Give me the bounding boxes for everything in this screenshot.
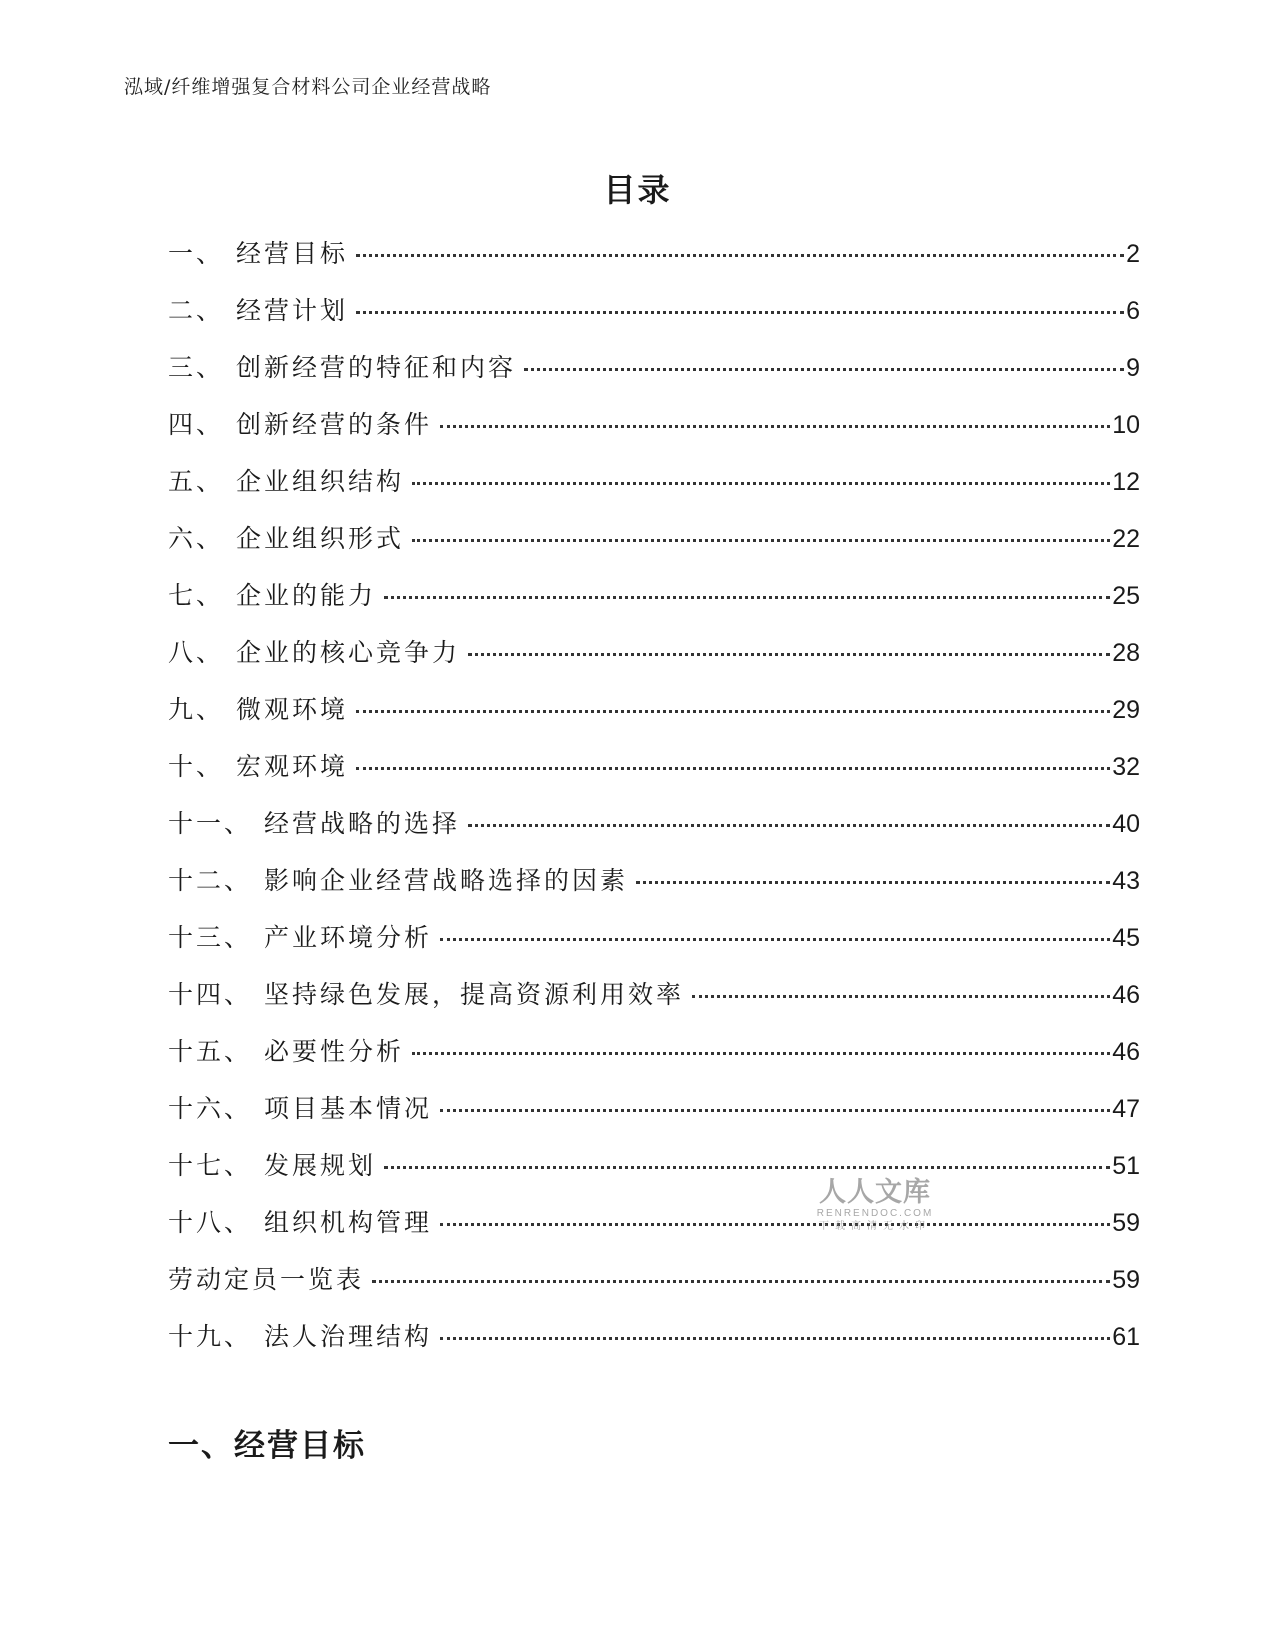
toc-entry-page: 22 bbox=[1112, 525, 1140, 553]
toc-entry-label: 产业环境分析 bbox=[264, 923, 433, 952]
toc-entry-number: 四、 bbox=[168, 410, 225, 439]
toc-entry-label: 企业组织结构 bbox=[236, 467, 405, 496]
toc-entry[interactable] bbox=[168, 348, 1140, 405]
toc-entry-label: 发展规划 bbox=[264, 1151, 377, 1180]
toc-leader-dots bbox=[440, 938, 1110, 941]
toc-entry-label: 影响企业经营战略选择的因素 bbox=[264, 866, 629, 895]
toc-leader-dots bbox=[356, 710, 1110, 713]
toc-entry[interactable] bbox=[168, 690, 1140, 747]
toc-leader-dots bbox=[440, 425, 1110, 428]
toc-entry[interactable] bbox=[168, 918, 1140, 975]
toc-entry[interactable] bbox=[168, 804, 1140, 861]
toc-entry-number: 九、 bbox=[168, 695, 225, 724]
toc-entry[interactable] bbox=[168, 747, 1140, 804]
toc-entry-label: 经营战略的选择 bbox=[264, 809, 461, 838]
toc-entry-label: 必要性分析 bbox=[264, 1037, 405, 1066]
toc-entry-number: 十三、 bbox=[168, 923, 253, 952]
toc-leader-dots bbox=[356, 311, 1124, 314]
toc-entry-number: 十二、 bbox=[168, 866, 253, 895]
toc-leader-dots bbox=[356, 254, 1124, 257]
toc-leader-dots bbox=[412, 1052, 1110, 1055]
toc-leader-dots bbox=[524, 368, 1124, 371]
toc-entry-number: 十九、 bbox=[168, 1322, 253, 1351]
toc-entry-label: 组织机构管理 bbox=[264, 1208, 433, 1237]
toc-entry-number: 七、 bbox=[168, 581, 225, 610]
toc-entry-number: 十四、 bbox=[168, 980, 253, 1009]
table-of-contents bbox=[168, 234, 1140, 1374]
toc-entry-label: 企业的核心竞争力 bbox=[236, 638, 461, 667]
toc-entry-label: 企业组织形式 bbox=[236, 524, 405, 553]
toc-leader-dots bbox=[636, 881, 1110, 884]
toc-entry-page: 45 bbox=[1112, 924, 1140, 952]
toc-entry-number: 十一、 bbox=[168, 809, 253, 838]
toc-entry-number: 六、 bbox=[168, 524, 225, 553]
toc-entry[interactable] bbox=[168, 519, 1140, 576]
toc-entry[interactable] bbox=[168, 462, 1140, 519]
toc-entry-label: 企业的能力 bbox=[236, 581, 377, 610]
toc-entry-label: 法人治理结构 bbox=[264, 1322, 433, 1351]
toc-entry-page: 2 bbox=[1126, 240, 1140, 268]
toc-leader-dots bbox=[384, 1166, 1110, 1169]
toc-leader-dots bbox=[440, 1109, 1110, 1112]
toc-entry-number: 三、 bbox=[168, 353, 225, 382]
toc-entry-label: 经营计划 bbox=[236, 296, 349, 325]
toc-entry-number: 十、 bbox=[168, 752, 225, 781]
toc-entry[interactable] bbox=[168, 975, 1140, 1032]
toc-leader-dots bbox=[384, 596, 1110, 599]
toc-entry-page: 46 bbox=[1112, 1038, 1140, 1066]
toc-entry-label: 创新经营的条件 bbox=[236, 410, 433, 439]
toc-entry-number: 五、 bbox=[168, 467, 225, 496]
toc-entry-page: 12 bbox=[1112, 468, 1140, 496]
toc-entry[interactable] bbox=[168, 576, 1140, 633]
toc-entry-label: 微观环境 bbox=[236, 695, 349, 724]
toc-entry-label: 经营目标 bbox=[236, 239, 349, 268]
toc-leader-dots bbox=[692, 995, 1110, 998]
toc-entry-label: 坚持绿色发展，提高资源利用效率 bbox=[264, 980, 685, 1009]
toc-leader-dots bbox=[468, 653, 1110, 656]
toc-entry-page: 10 bbox=[1112, 411, 1140, 439]
toc-entry-page: 40 bbox=[1112, 810, 1140, 838]
toc-entry-page: 9 bbox=[1126, 354, 1140, 382]
toc-entry-number: 十五、 bbox=[168, 1037, 253, 1066]
toc-entry-page: 59 bbox=[1112, 1209, 1140, 1237]
toc-entry-number: 八、 bbox=[168, 638, 225, 667]
toc-entry-number: 十七、 bbox=[168, 1151, 253, 1180]
toc-leader-dots bbox=[440, 1337, 1110, 1340]
toc-entry-label: 项目基本情况 bbox=[264, 1094, 433, 1123]
toc-entry-number: 二、 bbox=[168, 296, 225, 325]
watermark-domain: RENRENDOC.COM bbox=[816, 1208, 934, 1219]
toc-entry[interactable] bbox=[168, 1317, 1140, 1374]
toc-entry[interactable] bbox=[168, 633, 1140, 690]
section-heading: 一、经营目标 bbox=[168, 1428, 366, 1464]
toc-leader-dots bbox=[440, 1223, 1110, 1226]
toc-entry-page: 29 bbox=[1112, 696, 1140, 724]
toc-entry-page: 32 bbox=[1112, 753, 1140, 781]
toc-entry-page: 28 bbox=[1112, 639, 1140, 667]
toc-entry-page: 25 bbox=[1112, 582, 1140, 610]
toc-entry[interactable] bbox=[168, 1260, 1140, 1317]
page-header: 泓域/纤维增强复合材料公司企业经营战略 bbox=[124, 76, 492, 98]
watermark-tagline: 下载高清无水印 bbox=[819, 1221, 931, 1232]
toc-entry[interactable] bbox=[168, 1089, 1140, 1146]
toc-entry-number: 十八、 bbox=[168, 1208, 253, 1237]
toc-leader-dots bbox=[412, 539, 1110, 542]
toc-entry[interactable] bbox=[168, 1032, 1140, 1089]
toc-entry-label: 劳动定员一览表 bbox=[168, 1265, 365, 1294]
toc-entry-page: 43 bbox=[1112, 867, 1140, 895]
toc-entry-page: 59 bbox=[1112, 1266, 1140, 1294]
toc-entry-page: 6 bbox=[1126, 297, 1140, 325]
toc-entry-number: 十六、 bbox=[168, 1094, 253, 1123]
toc-entry-label: 创新经营的特征和内容 bbox=[236, 353, 517, 382]
toc-entry[interactable] bbox=[168, 1146, 1140, 1203]
toc-entry-page: 61 bbox=[1112, 1323, 1140, 1351]
toc-entry[interactable] bbox=[168, 291, 1140, 348]
toc-entry[interactable] bbox=[168, 861, 1140, 918]
toc-entry-page: 51 bbox=[1112, 1152, 1140, 1180]
toc-leader-dots bbox=[468, 824, 1110, 827]
toc-entry-label: 宏观环境 bbox=[236, 752, 349, 781]
toc-entry-page: 46 bbox=[1112, 981, 1140, 1009]
toc-entry-number: 一、 bbox=[168, 239, 225, 268]
toc-leader-dots bbox=[412, 482, 1110, 485]
toc-entry[interactable] bbox=[168, 1203, 1140, 1260]
watermark bbox=[810, 1178, 940, 1234]
toc-entry[interactable] bbox=[168, 234, 1140, 291]
toc-leader-dots bbox=[356, 767, 1110, 770]
toc-entry-page: 47 bbox=[1112, 1095, 1140, 1123]
toc-entry[interactable] bbox=[168, 405, 1140, 462]
toc-title: 目录 bbox=[603, 171, 672, 209]
toc-leader-dots bbox=[372, 1280, 1110, 1283]
watermark-logo-text: 人人文库 bbox=[819, 1177, 931, 1208]
